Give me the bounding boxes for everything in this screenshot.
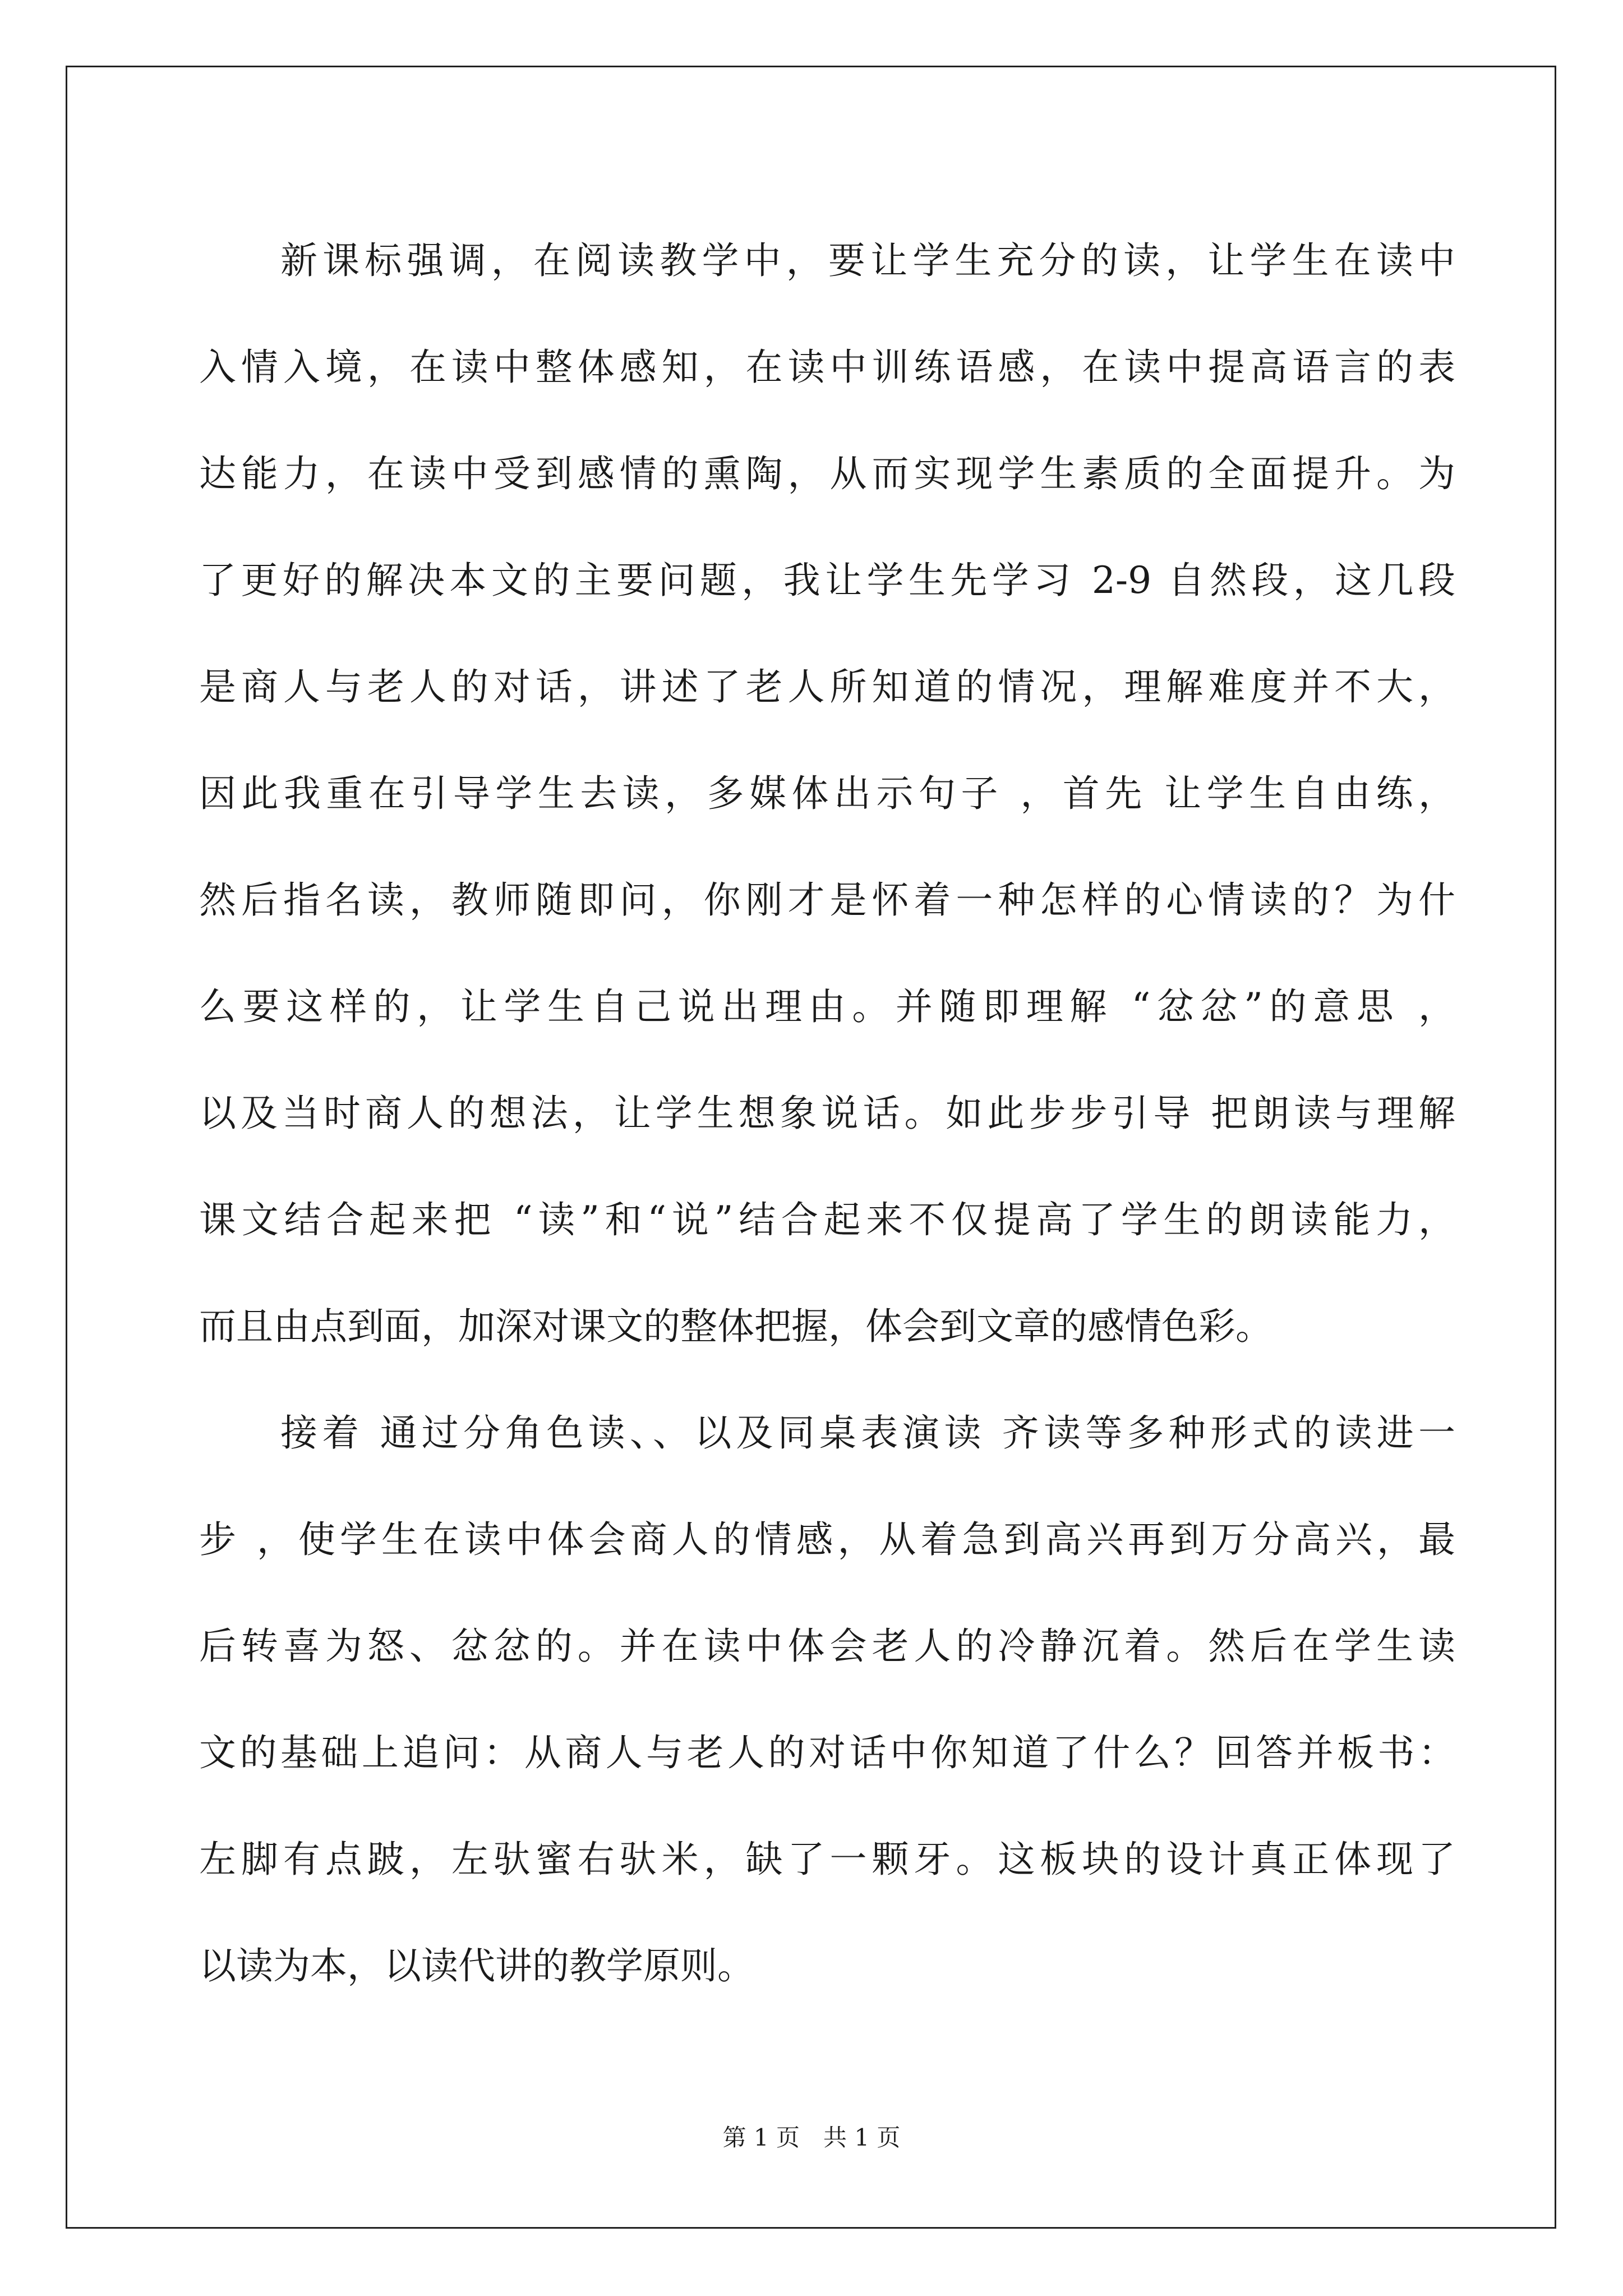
- paragraph-line: 以及当时商人的想法，让学生想象说话。如此步步引导 把朗读与理解: [199, 1092, 1455, 1135]
- page-number-footer: 第 1 页 共 1 页: [722, 2124, 901, 2151]
- paragraph-line: 文的基础上追问：从商人与老人的对话中你知道了什么？回答并板书：: [199, 1731, 1455, 1774]
- paragraph-line: 步 ，使学生在读中体会商人的情感，从着急到高兴再到万分高兴，最: [199, 1518, 1455, 1561]
- paragraph-line: 接着 通过分角色读、、以及同桌表演读 齐读等多种形式的读进一: [280, 1411, 1455, 1455]
- paragraph-line: 课文结合起来把 “读”和“说”结合起来不仅提高了学生的朗读能力，: [199, 1198, 1455, 1241]
- paragraph-line: 了更好的解决本文的主要问题，我让学生先学习 2-9 自然段，这几段: [199, 559, 1455, 602]
- paragraph-line: 而且由点到面，加深对课文的整体把握，体会到文章的感情色彩。: [199, 1305, 1272, 1348]
- paragraph-line: 达能力，在读中受到感情的熏陶，从而实现学生素质的全面提升。为: [199, 452, 1455, 495]
- paragraph-line: 么要这样的，让学生自己说出理由。并随即理解 “忿忿”的意思 ，: [199, 985, 1455, 1028]
- paragraph-1: [199, 208, 1455, 1380]
- paragraph-line: 新课标强调，在阅读教学中，要让学生充分的读，让学生在读中: [280, 239, 1455, 282]
- paragraph-line: 以读为本，以读代讲的教学原则。: [199, 1944, 754, 1987]
- paragraph-2: [199, 1380, 1455, 2019]
- paragraph-line: 是商人与老人的对话，讲述了老人所知道的情况，理解难度并不大，: [199, 665, 1455, 708]
- paragraph-line: 然后指名读，教师随即问，你刚才是怀着一种怎样的心情读的？为什: [199, 878, 1455, 922]
- paragraph-line: 左脚有点跛，左驮蜜右驮米，缺了一颗牙。这板块的设计真正体现了: [199, 1838, 1455, 1881]
- paragraph-line: 入情入境，在读中整体感知，在读中训练语感，在读中提高语言的表: [199, 346, 1455, 389]
- paragraph-line: 因此我重在引导学生去读，多媒体出示句子 ，首先 让学生自由练，: [199, 772, 1455, 815]
- paragraph-line: 后转喜为怒、忿忿的。并在读中体会老人的冷静沉着。然后在学生读: [199, 1625, 1455, 1668]
- document-body: [199, 208, 1455, 2019]
